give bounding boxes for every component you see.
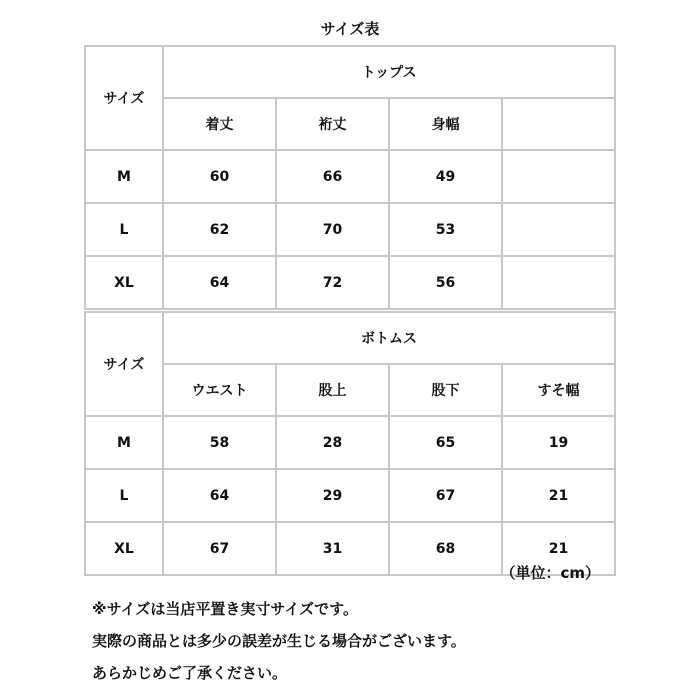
table-cell bbox=[502, 256, 615, 309]
disclaimer-line: ※サイズは当店平置き実寸サイズです。 bbox=[92, 600, 358, 618]
table-cell: 29 bbox=[276, 469, 389, 522]
table-cell: 72 bbox=[276, 256, 389, 309]
column-header-sleeve: 裄丈 bbox=[276, 98, 389, 150]
table-cell: 70 bbox=[276, 203, 389, 256]
size-header-cell: サイズ bbox=[85, 312, 163, 416]
size-label: XL bbox=[85, 522, 163, 575]
disclaimer-line: 実際の商品とは多少の誤差が生じる場合がございます。 bbox=[92, 632, 466, 650]
table-cell: 68 bbox=[389, 522, 502, 575]
size-label: XL bbox=[85, 256, 163, 309]
table-cell: 49 bbox=[389, 150, 502, 203]
table-cell: 58 bbox=[163, 416, 276, 469]
table-cell: 64 bbox=[163, 469, 276, 522]
tops-size-table bbox=[84, 45, 616, 310]
disclaimer-line: あらかじめご了承ください。 bbox=[92, 664, 288, 682]
column-header-length: 着丈 bbox=[163, 98, 276, 150]
table-cell: 19 bbox=[502, 416, 615, 469]
table-cell: 67 bbox=[389, 469, 502, 522]
table-cell: 56 bbox=[389, 256, 502, 309]
table-cell: 28 bbox=[276, 416, 389, 469]
table-cell: 66 bbox=[276, 150, 389, 203]
table-cell bbox=[502, 203, 615, 256]
table-row bbox=[85, 150, 615, 203]
column-header-inseam: 股下 bbox=[389, 364, 502, 416]
column-header-rise: 股上 bbox=[276, 364, 389, 416]
page-title: サイズ表 bbox=[320, 20, 380, 38]
table-cell: 31 bbox=[276, 522, 389, 575]
table-cell: 60 bbox=[163, 150, 276, 203]
table-cell bbox=[502, 150, 615, 203]
tops-group-header: トップス bbox=[163, 46, 615, 98]
table-cell: 67 bbox=[163, 522, 276, 575]
size-header-cell: サイズ bbox=[85, 46, 163, 150]
size-label: L bbox=[85, 469, 163, 522]
column-header-width: 身幅 bbox=[389, 98, 502, 150]
table-cell: 21 bbox=[502, 469, 615, 522]
size-label: M bbox=[85, 150, 163, 203]
column-header-hem-width: すそ幅 bbox=[502, 364, 615, 416]
bottoms-size-table bbox=[84, 311, 616, 576]
unit-note: （単位：cm） bbox=[500, 564, 600, 582]
table-row bbox=[85, 416, 615, 469]
bottoms-group-header: ボトムス bbox=[163, 312, 615, 364]
table-cell: 65 bbox=[389, 416, 502, 469]
size-label: M bbox=[85, 416, 163, 469]
table-cell: 53 bbox=[389, 203, 502, 256]
column-header-empty bbox=[502, 98, 615, 150]
table-cell: 62 bbox=[163, 203, 276, 256]
table-row bbox=[85, 203, 615, 256]
table-row bbox=[85, 256, 615, 309]
size-label: L bbox=[85, 203, 163, 256]
table-cell: 64 bbox=[163, 256, 276, 309]
table-row bbox=[85, 469, 615, 522]
column-header-waist: ウエスト bbox=[163, 364, 276, 416]
table-cell: 21 bbox=[502, 522, 615, 575]
